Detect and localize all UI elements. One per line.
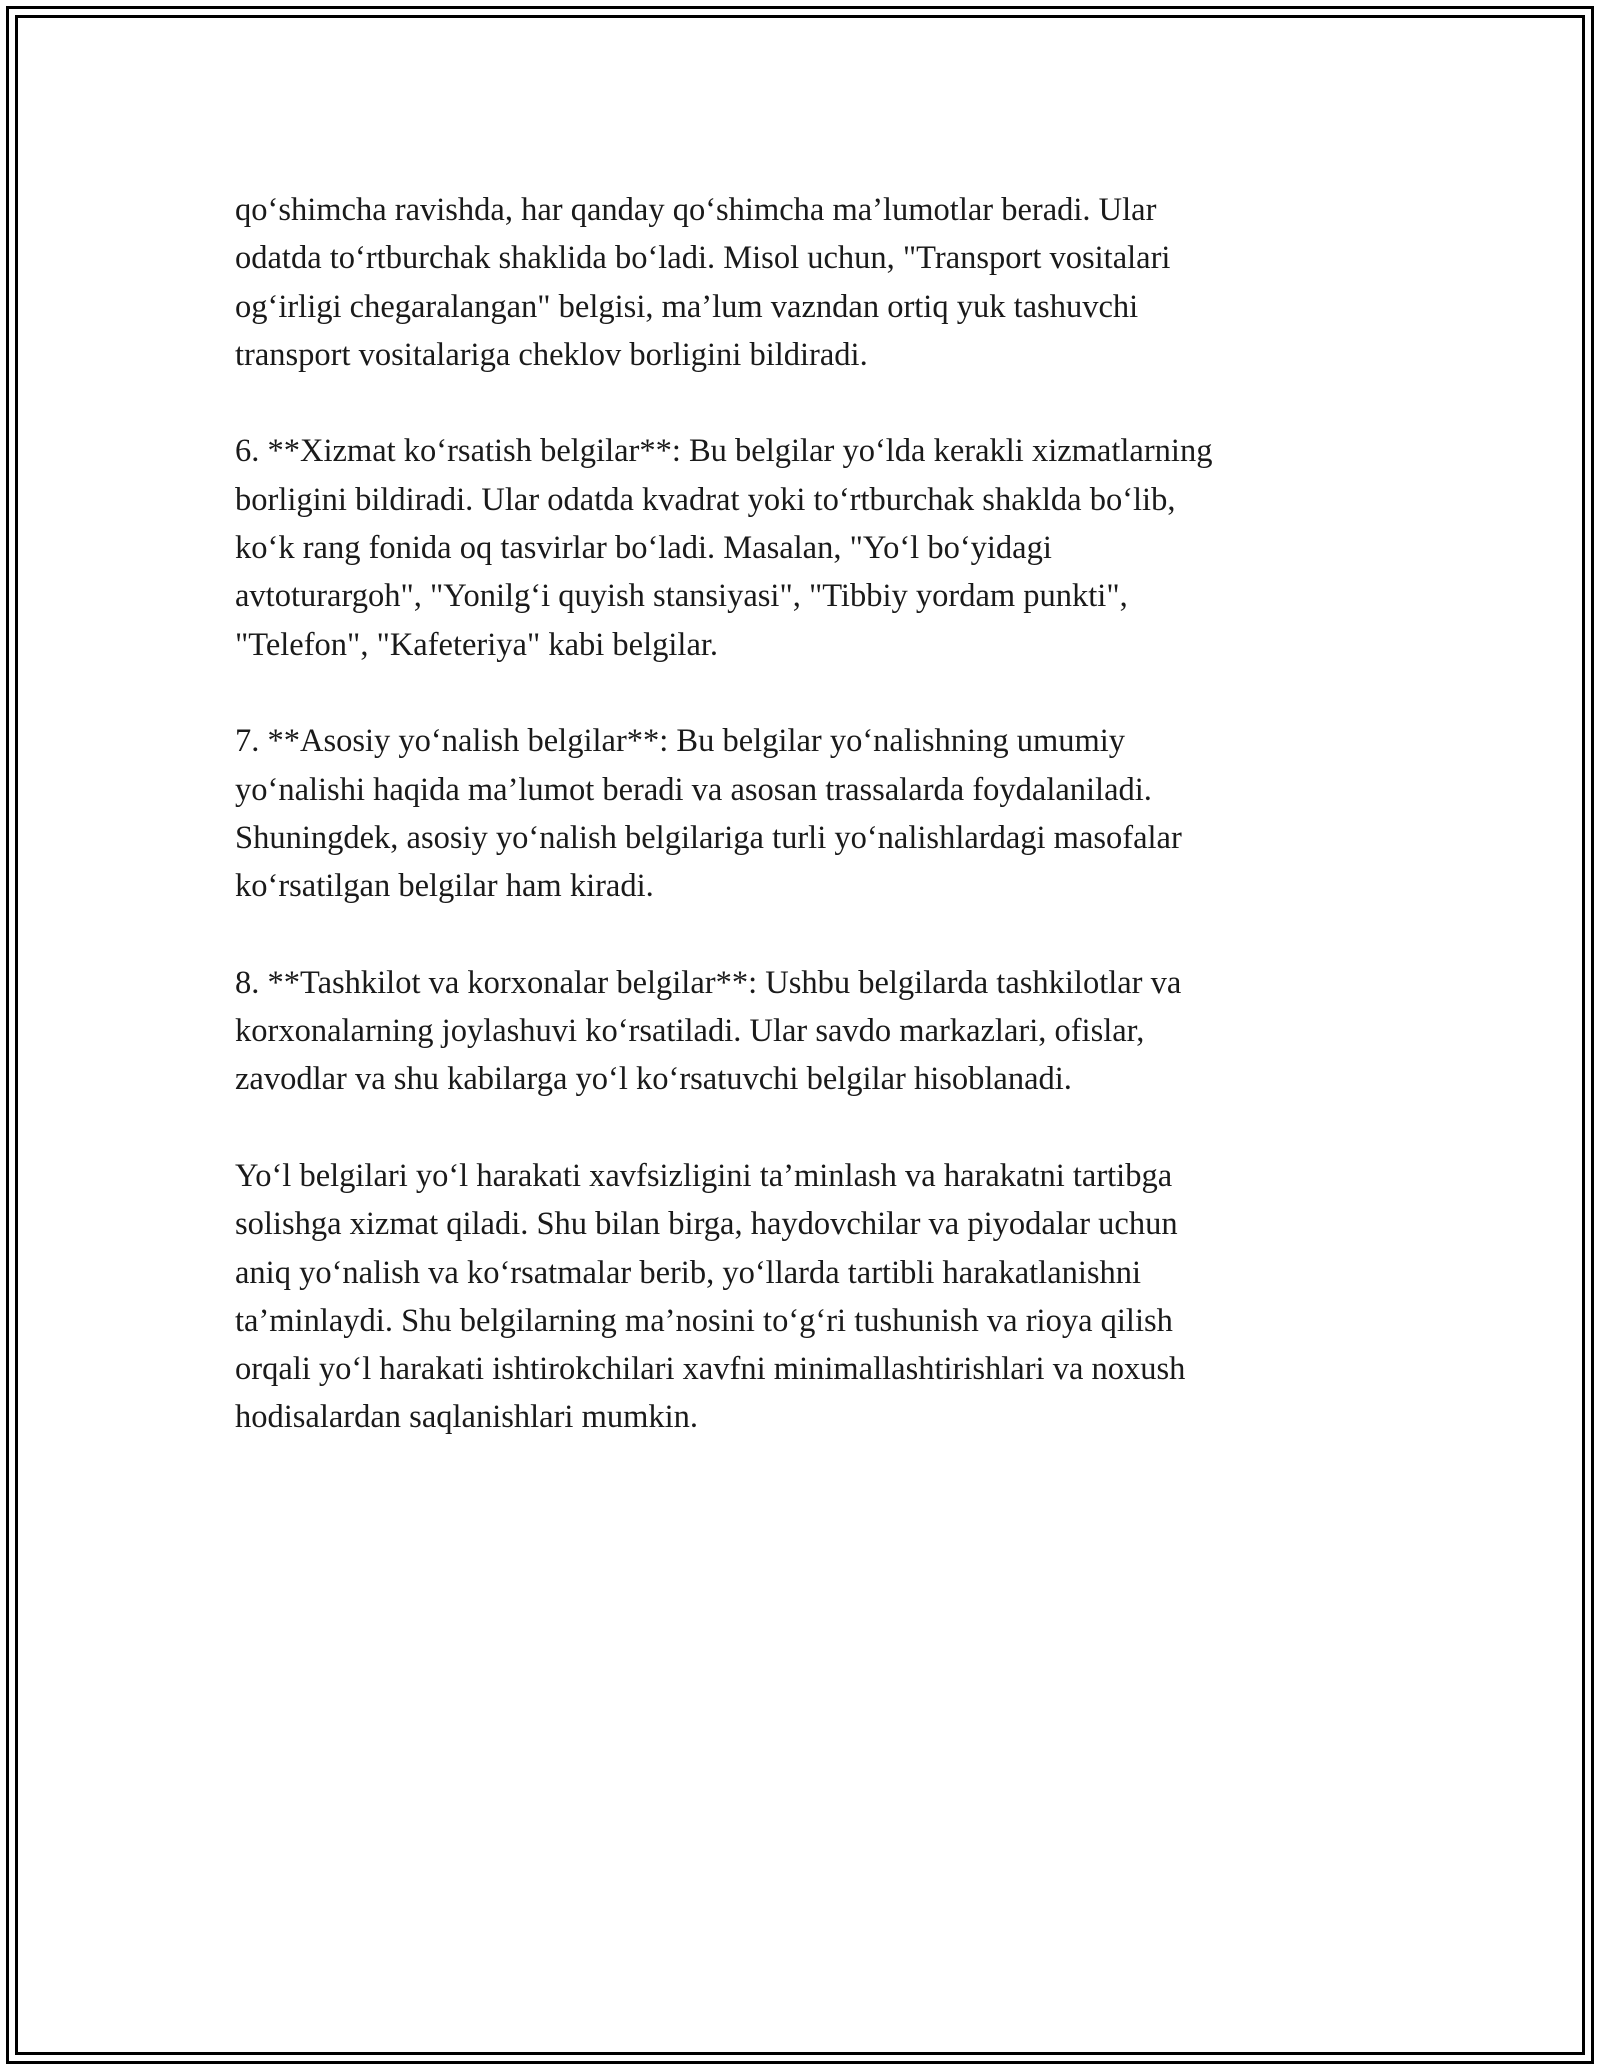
text-line: yo‘nalishi haqida ma’lumot beradi va asosan trassalarda foydalaniladi.: [235, 771, 1152, 808]
text-line: orqali yo‘l harakati ishtirokchilari xavfni minimallashtirishlari va noxush: [235, 1351, 1186, 1388]
text-line: borligini bildiradi. Ular odatda kvadrat yoki to‘rtburchak shaklda bo‘lib,: [235, 481, 1176, 518]
text-line: Shuningdek, asosiy yo‘nalish belgilariga turli yo‘nalishlardagi masofalar: [235, 819, 1182, 856]
text-line: 6. **Xizmat ko‘rsatish belgilar**: Bu belgilar yo‘lda kerakli xizmatlarning: [235, 433, 1213, 470]
text-line: qo‘shimcha ravishda, har qanday qo‘shimcha ma’lumotlar beradi. Ular: [235, 192, 1157, 228]
text-line: ko‘k rang fonida oq tasvirlar bo‘ladi. Masalan, "Yo‘l bo‘yidagi: [235, 530, 1052, 567]
text-line: aniq yo‘nalish va ko‘rsatmalar berib, yo‘llarda tartibli harakatlanishni: [235, 1254, 1142, 1291]
text-line: transport vositalariga cheklov borligini bildiradi.: [235, 336, 868, 373]
paragraph-conclusion: [235, 1152, 1365, 1442]
text-line: Yo‘l belgilari yo‘l harakati xavfsizligini ta’minlash va harakatni tartibga: [235, 1157, 1173, 1194]
paragraph-direction-signs: [235, 717, 1365, 910]
text-line: zavodlar va shu kabilarga yo‘l ko‘rsatuvchi belgilar hisoblanadi.: [235, 1061, 1072, 1098]
text-line: odatda to‘rtburchak shaklida bo‘ladi. Misol uchun, "Transport vositalari: [235, 240, 1171, 277]
paragraph-sign-supplement: [235, 186, 1365, 379]
paragraph-service-signs: [235, 427, 1365, 668]
text-line: solishga xizmat qiladi. Shu bilan birga, haydovchilar va piyodalar uchun: [235, 1206, 1178, 1243]
paragraph-organization-signs: [235, 959, 1365, 1104]
text-line: ko‘rsatilgan belgilar ham kiradi.: [235, 868, 654, 905]
text-line: korxonalarning joylashuvi ko‘rsatiladi. Ular savdo markazlari, ofislar,: [235, 1013, 1145, 1050]
text-line: hodisalardan saqlanishlari mumkin.: [235, 1399, 699, 1436]
text-line: ta’minlaydi. Shu belgilarning ma’nosini to‘g‘ri tushunish va rioya qilish: [235, 1302, 1173, 1339]
text-line: og‘irligi chegaralangan" belgisi, ma’lum vazndan ortiq yuk tashuvchi: [235, 288, 1139, 325]
text-line: 7. **Asosiy yo‘nalish belgilar**: Bu belgilar yo‘nalishning umumiy: [235, 723, 1126, 760]
text-line: "Telefon", "Kafeteriya" kabi belgilar.: [235, 626, 719, 663]
document-body: [235, 186, 1365, 1490]
text-line: 8. **Tashkilot va korxonalar belgilar**: Ushbu belgilarda tashkilotlar va: [235, 964, 1182, 1001]
text-line: avtoturargoh", "Yonilg‘i quyish stansiyasi", "Tibbiy yordam punkti",: [235, 578, 1128, 615]
